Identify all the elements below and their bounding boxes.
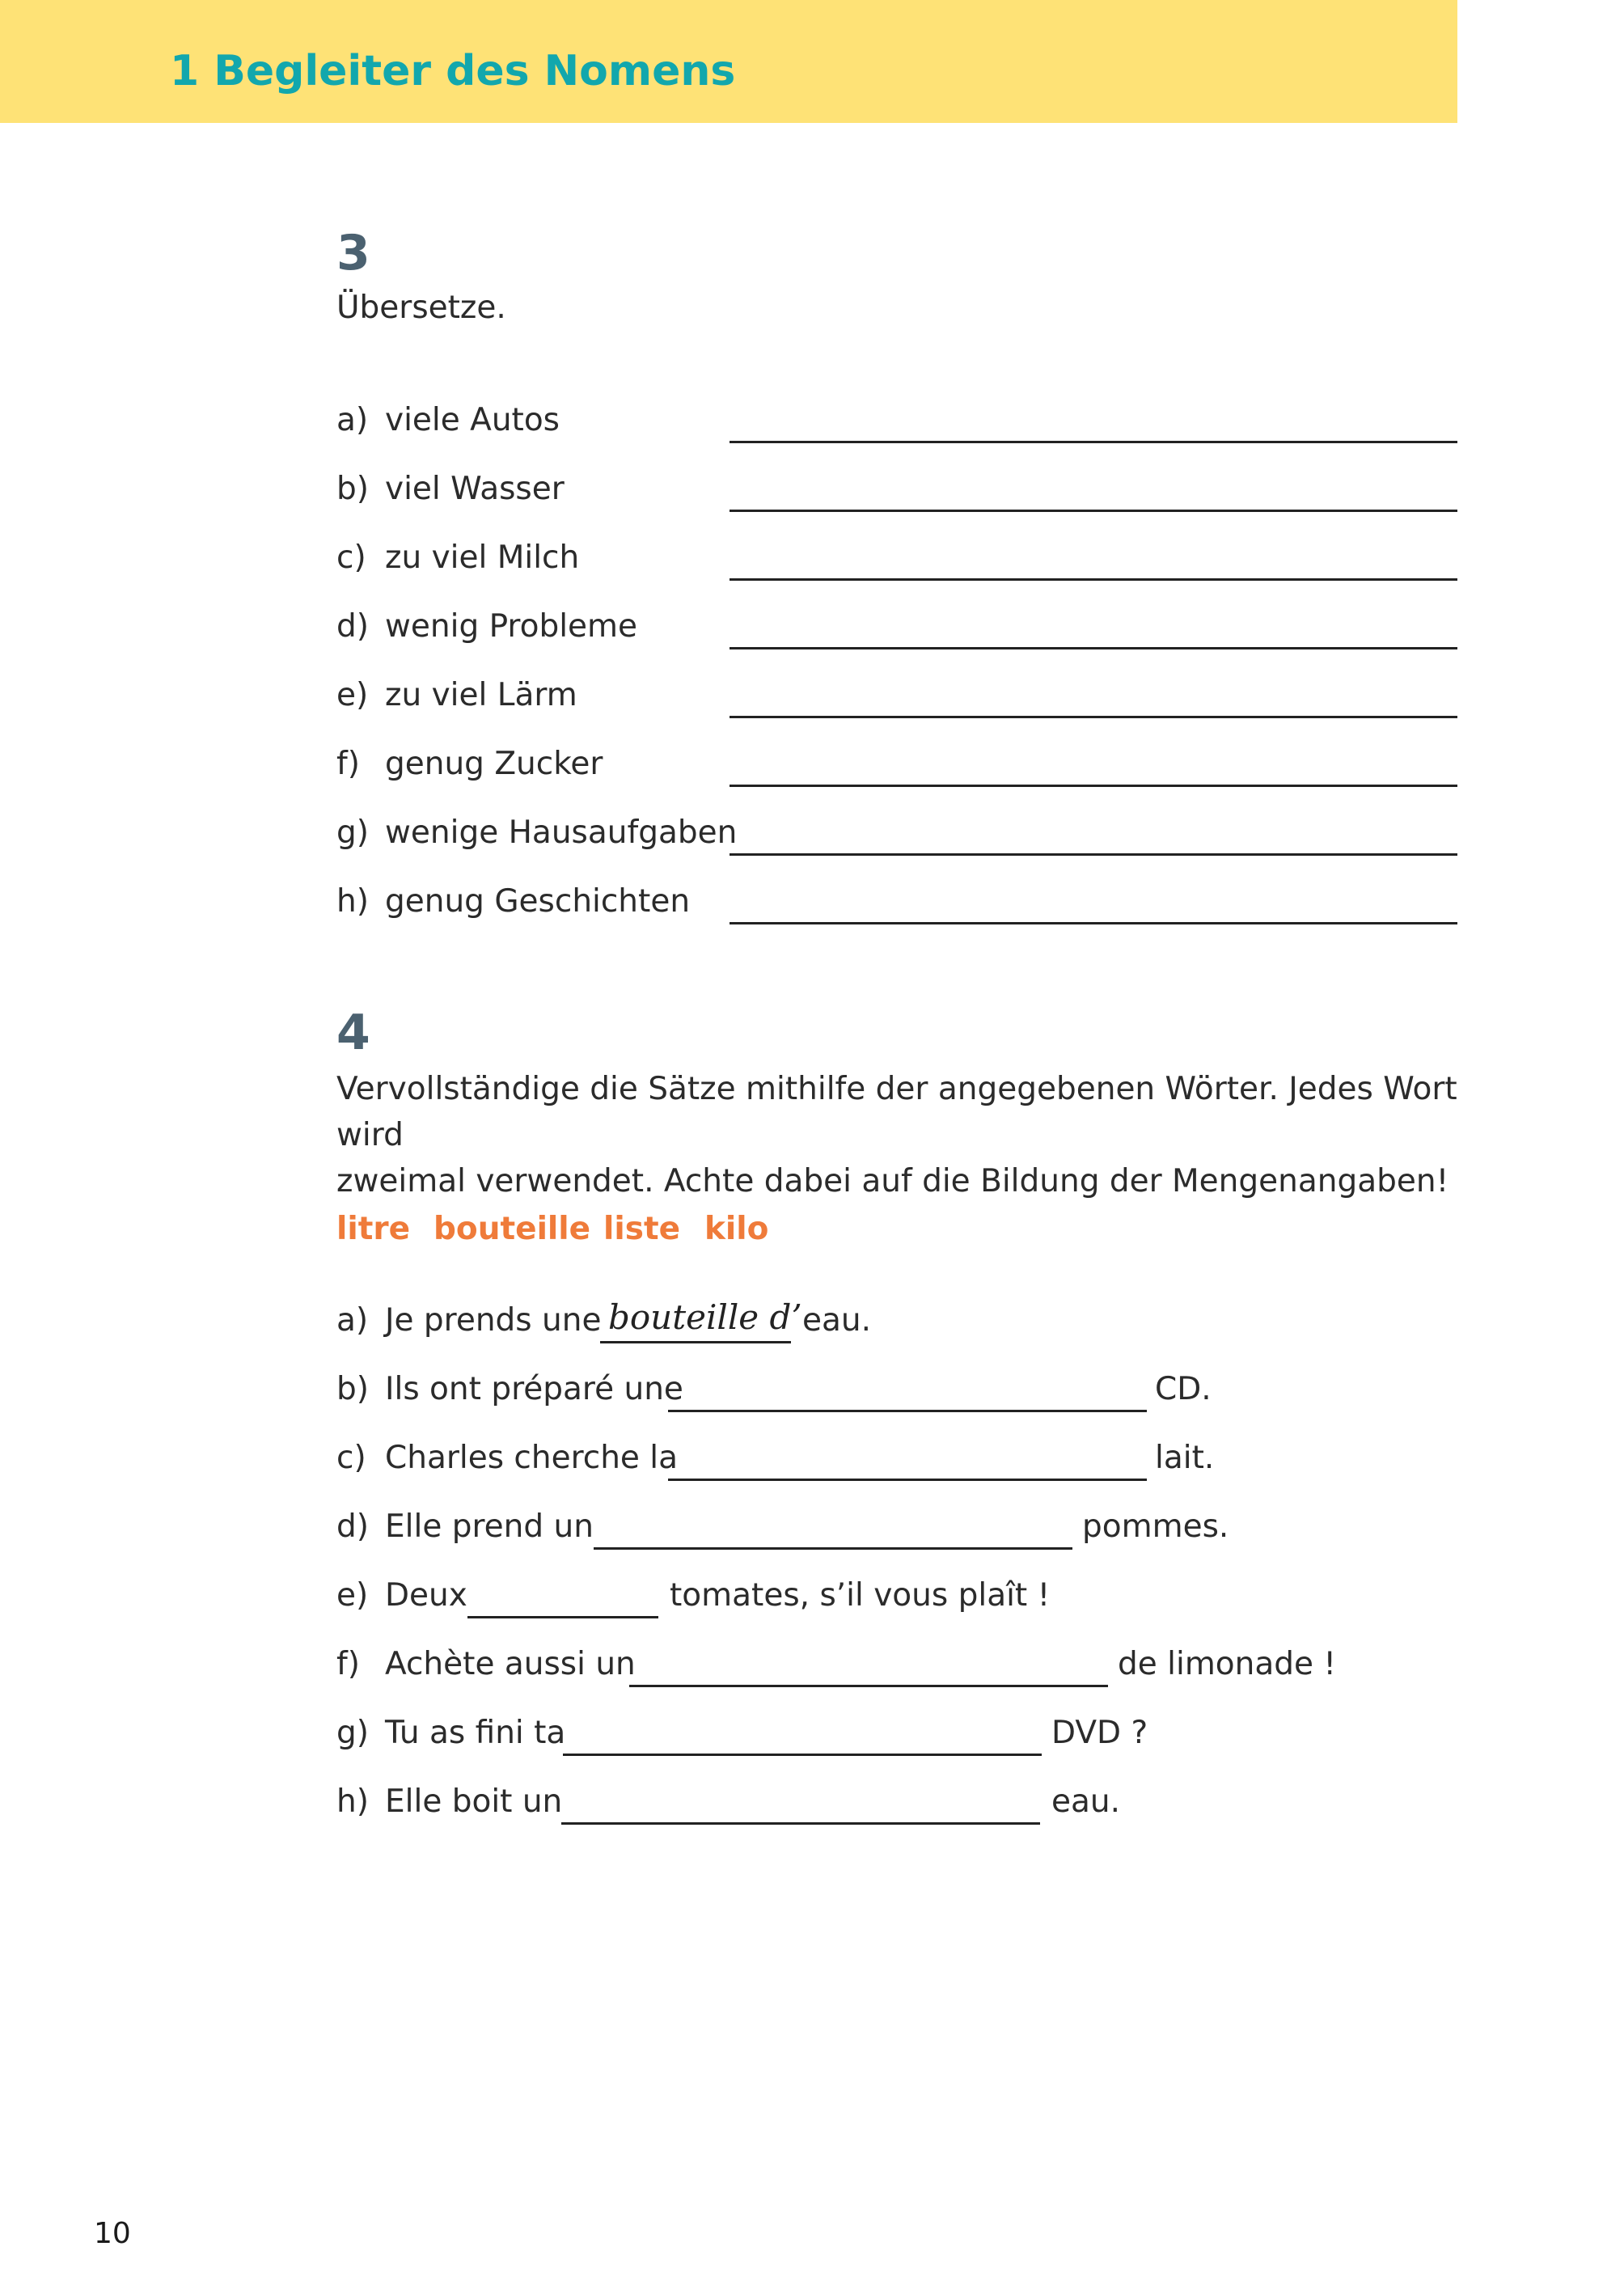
item-letter: a) <box>336 402 369 438</box>
exercise-4-item-b <box>336 1365 1469 1414</box>
item-letter: g) <box>336 1715 369 1751</box>
exercise-4-item-d <box>336 1503 1469 1551</box>
sentence-before: Charles cherche la <box>385 1440 679 1476</box>
item-term: wenig Probleme <box>385 608 638 645</box>
item-letter: h) <box>336 1783 369 1820</box>
exercise-4-item-a <box>336 1297 1469 1345</box>
item-letter: e) <box>336 677 369 713</box>
exercise-4-item-f <box>336 1640 1469 1689</box>
item-term: zu viel Lärm <box>385 677 577 713</box>
answer-line-g[interactable] <box>730 853 1457 856</box>
answer-blank-g[interactable] <box>563 1754 1042 1756</box>
word-bank-liste: liste <box>603 1211 681 1247</box>
sentence-before: Tu as fini ta <box>385 1715 566 1751</box>
item-letter: b) <box>336 471 369 507</box>
word-bank-kilo: kilo <box>704 1211 769 1247</box>
answer-blank-e[interactable] <box>467 1616 658 1618</box>
answer-line-h[interactable] <box>730 922 1457 924</box>
exercise-4-item-h <box>336 1778 1469 1826</box>
answer-line-e[interactable] <box>730 716 1457 718</box>
sentence-after: tomates, s’il vous plaît ! <box>670 1577 1051 1614</box>
answer-line-f[interactable] <box>730 785 1457 787</box>
exercise-4-item-c <box>336 1434 1469 1483</box>
sentence-after: eau. <box>1051 1783 1121 1820</box>
word-bank-bouteille: bouteille <box>433 1211 591 1247</box>
answer-line-b[interactable] <box>730 510 1457 512</box>
answer-line-c[interactable] <box>730 578 1457 581</box>
instruction-line-1: Vervollständige die Sätze mithilfe der angegebenen Wörter. Jedes Wort wird <box>336 1071 1457 1153</box>
sentence-after: de limonade ! <box>1118 1646 1337 1682</box>
word-bank-litre: litre <box>336 1211 411 1247</box>
answer-line-a[interactable] <box>730 441 1457 443</box>
sentence-before: Ils ont préparé une <box>385 1371 683 1407</box>
item-letter: d) <box>336 608 369 645</box>
item-letter: d) <box>336 1508 369 1545</box>
sentence-before: Achète aussi un <box>385 1646 636 1682</box>
chapter-title <box>170 47 735 95</box>
sentence-before: Je prends une <box>385 1302 602 1339</box>
item-letter: f) <box>336 746 360 782</box>
item-letter: h) <box>336 883 369 920</box>
answer-blank-h[interactable] <box>561 1822 1040 1825</box>
item-term: genug Zucker <box>385 746 603 782</box>
item-letter: g) <box>336 814 369 851</box>
exercise-4-item-g <box>336 1709 1469 1758</box>
sentence-before: Elle prend un <box>385 1508 594 1545</box>
answer-blank-d[interactable] <box>594 1547 1072 1550</box>
exercise-3-number: 3 <box>336 225 370 281</box>
sentence-after: eau. <box>802 1302 872 1339</box>
sentence-after: DVD ? <box>1051 1715 1148 1751</box>
answer-blank-a[interactable] <box>600 1341 791 1343</box>
item-letter: a) <box>336 1302 369 1339</box>
chapter-number: 1 <box>170 47 200 95</box>
sentence-before: Deux <box>385 1577 467 1614</box>
item-term: viel Wasser <box>385 471 565 507</box>
item-term: genug Geschichten <box>385 883 691 920</box>
sentence-before: Elle boit un <box>385 1783 563 1820</box>
answer-blank-c[interactable] <box>668 1479 1147 1481</box>
chapter-title-text: Begleiter des Nomens <box>214 47 736 95</box>
item-letter: c) <box>336 1440 366 1476</box>
sentence-after: lait. <box>1155 1440 1215 1476</box>
exercise-4-instruction <box>336 1066 1469 1204</box>
handwritten-answer: bouteille d’ <box>608 1297 802 1337</box>
answer-blank-f[interactable] <box>629 1685 1108 1687</box>
sentence-after: pommes. <box>1082 1508 1229 1545</box>
answer-blank-b[interactable] <box>668 1410 1147 1412</box>
item-term: wenige Hausaufgaben <box>385 814 738 851</box>
exercise-3-instruction: Übersetze. <box>336 290 506 326</box>
sentence-after: CD. <box>1155 1371 1212 1407</box>
item-letter: e) <box>336 1577 369 1614</box>
instruction-line-2: zweimal verwendet. Achte dabei auf die Bildung der Mengenangaben! <box>336 1163 1449 1199</box>
exercise-4-item-e <box>336 1572 1469 1620</box>
item-term: zu viel Milch <box>385 539 580 576</box>
answer-line-d[interactable] <box>730 647 1457 649</box>
item-term: viele Autos <box>385 402 560 438</box>
exercise-4-number: 4 <box>336 1005 370 1061</box>
item-letter: f) <box>336 1646 360 1682</box>
item-letter: b) <box>336 1371 369 1407</box>
page-number: 10 <box>94 2217 131 2250</box>
item-letter: c) <box>336 539 366 576</box>
